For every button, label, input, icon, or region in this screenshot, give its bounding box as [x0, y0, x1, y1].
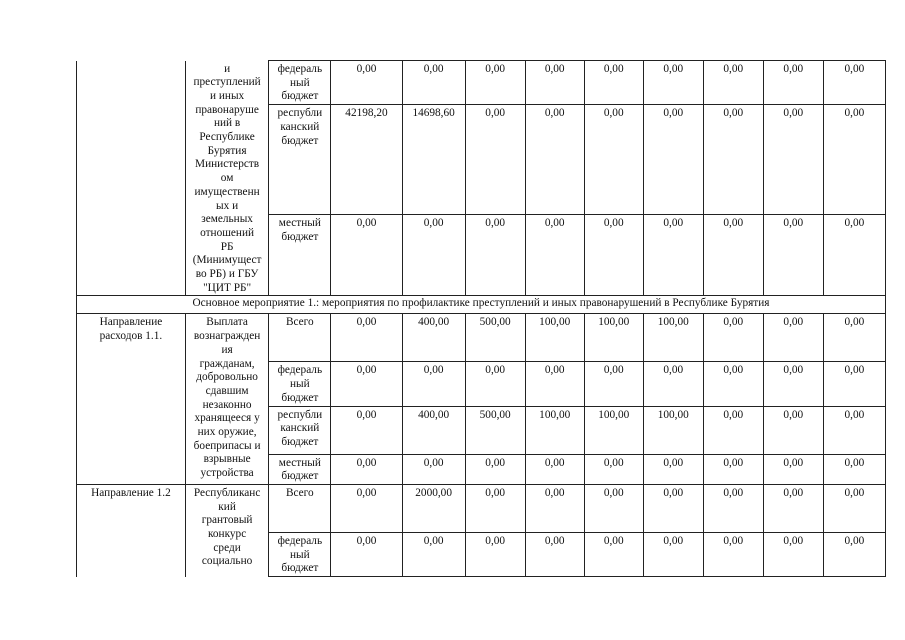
amount-cell: 0,00	[331, 362, 402, 406]
amount-cell: 0,00	[402, 61, 465, 105]
amount-cell: 100,00	[584, 406, 643, 454]
amount-cell: 0,00	[643, 61, 703, 105]
funding-source-cell: республи канский бюджет	[269, 105, 331, 215]
amount-cell: 0,00	[525, 484, 584, 532]
amount-cell: 0,00	[643, 105, 703, 215]
amount-cell: 100,00	[643, 406, 703, 454]
amount-cell: 100,00	[584, 314, 643, 362]
amount-cell: 500,00	[465, 406, 525, 454]
amount-cell: 0,00	[465, 362, 525, 406]
table-row	[77, 484, 886, 532]
amount-cell: 0,00	[584, 532, 643, 576]
amount-cell: 0,00	[525, 532, 584, 576]
direction-code-cell: Направление 1.2	[77, 484, 186, 576]
amount-cell: 100,00	[525, 314, 584, 362]
funding-source-cell: федераль ный бюджет	[269, 532, 331, 576]
amount-cell: 0,00	[823, 215, 885, 296]
amount-cell: 0,00	[823, 484, 885, 532]
amount-cell: 0,00	[763, 362, 823, 406]
amount-cell: 0,00	[525, 454, 584, 484]
amount-cell: 0,00	[703, 314, 763, 362]
amount-cell: 0,00	[584, 454, 643, 484]
amount-cell: 0,00	[465, 454, 525, 484]
table-row	[77, 314, 886, 362]
amount-cell: 0,00	[703, 532, 763, 576]
amount-cell: 400,00	[402, 406, 465, 454]
amount-cell: 0,00	[331, 314, 402, 362]
amount-cell: 0,00	[465, 61, 525, 105]
amount-cell: 0,00	[331, 454, 402, 484]
amount-cell: 0,00	[823, 61, 885, 105]
amount-cell: 100,00	[525, 406, 584, 454]
amount-cell: 0,00	[763, 484, 823, 532]
measure-name-cell: и преступлений и иных правонаруше ний в Республике Бурятия Министерств ом имущественн ых и земельных отношений РБ (Минимущест во РБ) и ГБУ "ЦИТ РБ"	[185, 61, 268, 296]
amount-cell: 400,00	[402, 314, 465, 362]
amount-cell: 0,00	[402, 362, 465, 406]
amount-cell: 0,00	[763, 61, 823, 105]
amount-cell: 0,00	[402, 532, 465, 576]
amount-cell: 0,00	[823, 314, 885, 362]
amount-cell: 0,00	[584, 215, 643, 296]
funding-source-cell: республи канский бюджет	[269, 406, 331, 454]
amount-cell: 0,00	[525, 215, 584, 296]
amount-cell: 0,00	[465, 105, 525, 215]
amount-cell: 0,00	[703, 61, 763, 105]
amount-cell: 0,00	[643, 215, 703, 296]
funding-source-cell: местный бюджет	[269, 215, 331, 296]
budget-table	[76, 60, 886, 577]
amount-cell: 0,00	[763, 314, 823, 362]
direction-code-cell: Направление расходов 1.1.	[77, 314, 186, 485]
amount-cell: 0,00	[823, 105, 885, 215]
amount-cell: 0,00	[643, 454, 703, 484]
amount-cell: 0,00	[584, 362, 643, 406]
amount-cell: 0,00	[763, 215, 823, 296]
amount-cell: 0,00	[703, 484, 763, 532]
amount-cell: 0,00	[331, 406, 402, 454]
amount-cell: 0,00	[763, 105, 823, 215]
measure-name-cell: Республиканс кий грантовый конкурс среди социально	[185, 484, 268, 576]
amount-cell: 0,00	[584, 484, 643, 532]
amount-cell: 0,00	[703, 105, 763, 215]
amount-cell: 14698,60	[402, 105, 465, 215]
amount-cell: 0,00	[331, 61, 402, 105]
amount-cell: 0,00	[525, 61, 584, 105]
section-title: Основное мероприятие 1.: мероприятия по профилактике преступлений и иных правонарушений в Республике Бурятия	[77, 296, 886, 314]
funding-source-cell: федераль ный бюджет	[269, 61, 331, 105]
amount-cell: 500,00	[465, 314, 525, 362]
amount-cell: 0,00	[402, 215, 465, 296]
amount-cell: 0,00	[465, 215, 525, 296]
amount-cell: 0,00	[763, 454, 823, 484]
amount-cell: 2000,00	[402, 484, 465, 532]
amount-cell: 0,00	[584, 105, 643, 215]
funding-source-cell: местный бюджет	[269, 454, 331, 484]
amount-cell: 0,00	[402, 454, 465, 484]
amount-cell: 0,00	[823, 454, 885, 484]
amount-cell: 0,00	[763, 406, 823, 454]
amount-cell: 0,00	[331, 484, 402, 532]
amount-cell: 0,00	[465, 484, 525, 532]
amount-cell: 0,00	[643, 362, 703, 406]
amount-cell: 0,00	[703, 362, 763, 406]
amount-cell: 0,00	[703, 406, 763, 454]
section-header-row	[77, 296, 886, 314]
measure-name-cell: Выплата вознагражден ия гражданам, добровольно сдавшим незаконно хранящееся у них оружие, боеприпасы и взрывные устройства	[185, 314, 268, 485]
amount-cell: 0,00	[703, 215, 763, 296]
amount-cell: 0,00	[763, 532, 823, 576]
amount-cell: 0,00	[823, 532, 885, 576]
funding-source-cell: Всего	[269, 314, 331, 362]
amount-cell: 100,00	[643, 314, 703, 362]
amount-cell: 42198,20	[331, 105, 402, 215]
amount-cell: 0,00	[331, 215, 402, 296]
amount-cell: 0,00	[331, 532, 402, 576]
amount-cell: 0,00	[643, 532, 703, 576]
amount-cell: 0,00	[525, 105, 584, 215]
direction-code-cell	[77, 61, 186, 296]
amount-cell: 0,00	[643, 484, 703, 532]
table-row	[77, 61, 886, 105]
amount-cell: 0,00	[465, 532, 525, 576]
amount-cell: 0,00	[703, 454, 763, 484]
funding-source-cell: Всего	[269, 484, 331, 532]
funding-source-cell: федераль ный бюджет	[269, 362, 331, 406]
amount-cell: 0,00	[823, 362, 885, 406]
amount-cell: 0,00	[584, 61, 643, 105]
amount-cell: 0,00	[823, 406, 885, 454]
amount-cell: 0,00	[525, 362, 584, 406]
